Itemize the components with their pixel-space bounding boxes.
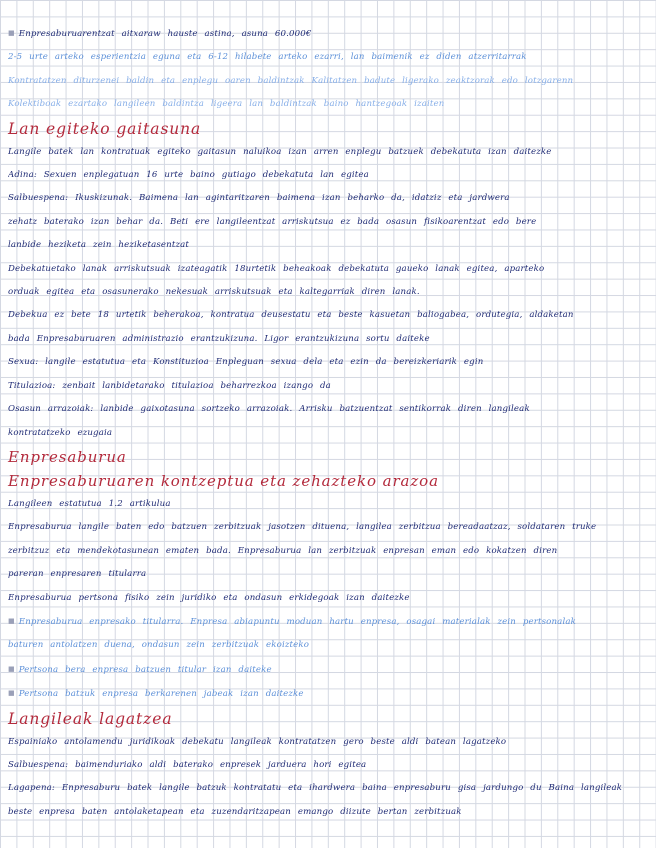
section-heading: Langileak lagatzea — [8, 709, 173, 728]
note-line: Salbuespena: baimenduriako aldi baterako enpresek jarduera hori egitea — [8, 759, 367, 770]
note-line: Kolektiboak ezartako langileen baldintza ligeera lan baldintzak baino hantzegoak izaiten — [8, 99, 445, 110]
note-line: kontratatzeko ezugaia — [8, 427, 113, 438]
note-line: beste enpresa baten antolaketapean eta zuzendaritzapean emango diizute bertan zerbitzuak — [8, 806, 462, 817]
section-heading: Enpresaburua — [8, 447, 127, 466]
note-line: Enpresaburua langile baten edo batzuen zerbitzuak jasotzen dituena, langilea zerbitzua bereadaatzaz, soldataren truke — [8, 522, 597, 533]
note-line: lanbide heziketa zein heziketasentzat — [8, 240, 190, 251]
note-line: Titulazioa: zenbait lanbidetarako titulazioa beharrezkoa izango da — [8, 380, 331, 391]
note-line: Sexua: langile estatutua eta Konstituzioa Enpleguan sexua dela eta ezin da bereizkeriarik egin — [8, 357, 484, 368]
note-line: Espainiako antolamendu juridikoak debekatu langileak kontratatzen gero beste aldi batean lagatzeko — [8, 736, 507, 747]
note-line: pareran enpresaren titularra — [8, 569, 147, 580]
note-line: zerbitzuz eta mendekotasunean ematen bada. Enpresaburua lan zerbitzuak enpresan eman edo kokatzen diren — [8, 545, 558, 556]
section-heading: Lan egiteko gaitasuna — [8, 119, 202, 138]
note-line: bada Enpresaburuaren administrazio erantzukizuna. Ligor erantzukizuna sortu daiteke — [8, 333, 430, 344]
note-line: Debekua ez bete 18 urtetik beherakoa, kontratua deusestatu eta beste kasuetan baliogabea, ordutegia, aldaketan — [8, 310, 574, 321]
note-line: Debekatuetako lanak arriskutsuak izateagatik 18urtetik beheakoak debekatuta gaueko lanak egitea, aparteko — [8, 263, 545, 274]
note-line: ■ Pertsona bera enpresa batzuen titular izan daiteke — [8, 658, 648, 682]
note-line: Lagapena: Enpresaburu batek langile batzuk kontratatu eta ihardwera baina enpresaburu gisa jardungo du Baina langileak — [8, 783, 623, 794]
note-line: ■ Enpresaburua enpresako titularra. Enpresa abiapuntu moduan hartu enpresa, osagai materialak zein pertsonalak — [8, 610, 648, 634]
note-line: zehatz baterako izan behar da. Beti ere langileentzat arriskutsua ez bada osasun fisikoarentzat edo bere — [8, 216, 537, 227]
note-line: Enpresaburua pertsona fisiko zein juridiko eta ondasun erkidegoak izan daitezke — [8, 592, 410, 603]
note-line: Salbuespena: Ikuskizunak. Baimena lan agintaritzaren baimena izan beharko da, idatziz eta jardwera — [8, 193, 510, 204]
note-line: Langileen estatutua 1.2 artikulua — [8, 498, 171, 509]
note-line: baturen antolatzen duena, ondasun zein zerbitzuak ekoizteko — [8, 640, 310, 651]
note-line: Osasun arrazoiak: lanbide gaixotasuna sortzeko arrazoiak. Arrisku batzuentzat sentikorrak diren langileak — [8, 404, 530, 415]
note-line: Kontratatzen diturzenei baldin eta enplegu oaren baldintzak Kalitatzen badute ligerako zeaktzorak edo lotzgarenn — [8, 75, 574, 86]
note-line: ■ Pertsona batzuk enpresa berkarenen jabeak izan daitezke — [8, 682, 648, 706]
note-line: ■ Enpresaburuarentzat aitxaraw hauste astina, asuna 60.000€ — [8, 22, 648, 46]
note-line: 2-5 urte arteko esperientzia eguna eta 6-12 hilabete arteko ezarri, lan baimenik ez diden atzerritarrak — [8, 52, 527, 63]
note-line: Langile batek lan kontratuak egiteko gaitasun naluikoa izan arren enplegu batzuek debekatuta izan daitezke — [8, 146, 552, 157]
note-line: Adina: Sexuen enplegatuan 16 urte baino gutiago debekatuta lan egitea — [8, 170, 369, 181]
note-line: orduak egitea eta osasunerako nekesuak arriskutsuak eta kaltegarriak diren lanak. — [8, 287, 420, 298]
section-heading: Enpresaburuaren kontzeptua eta zehazteko arazoa — [8, 471, 439, 490]
